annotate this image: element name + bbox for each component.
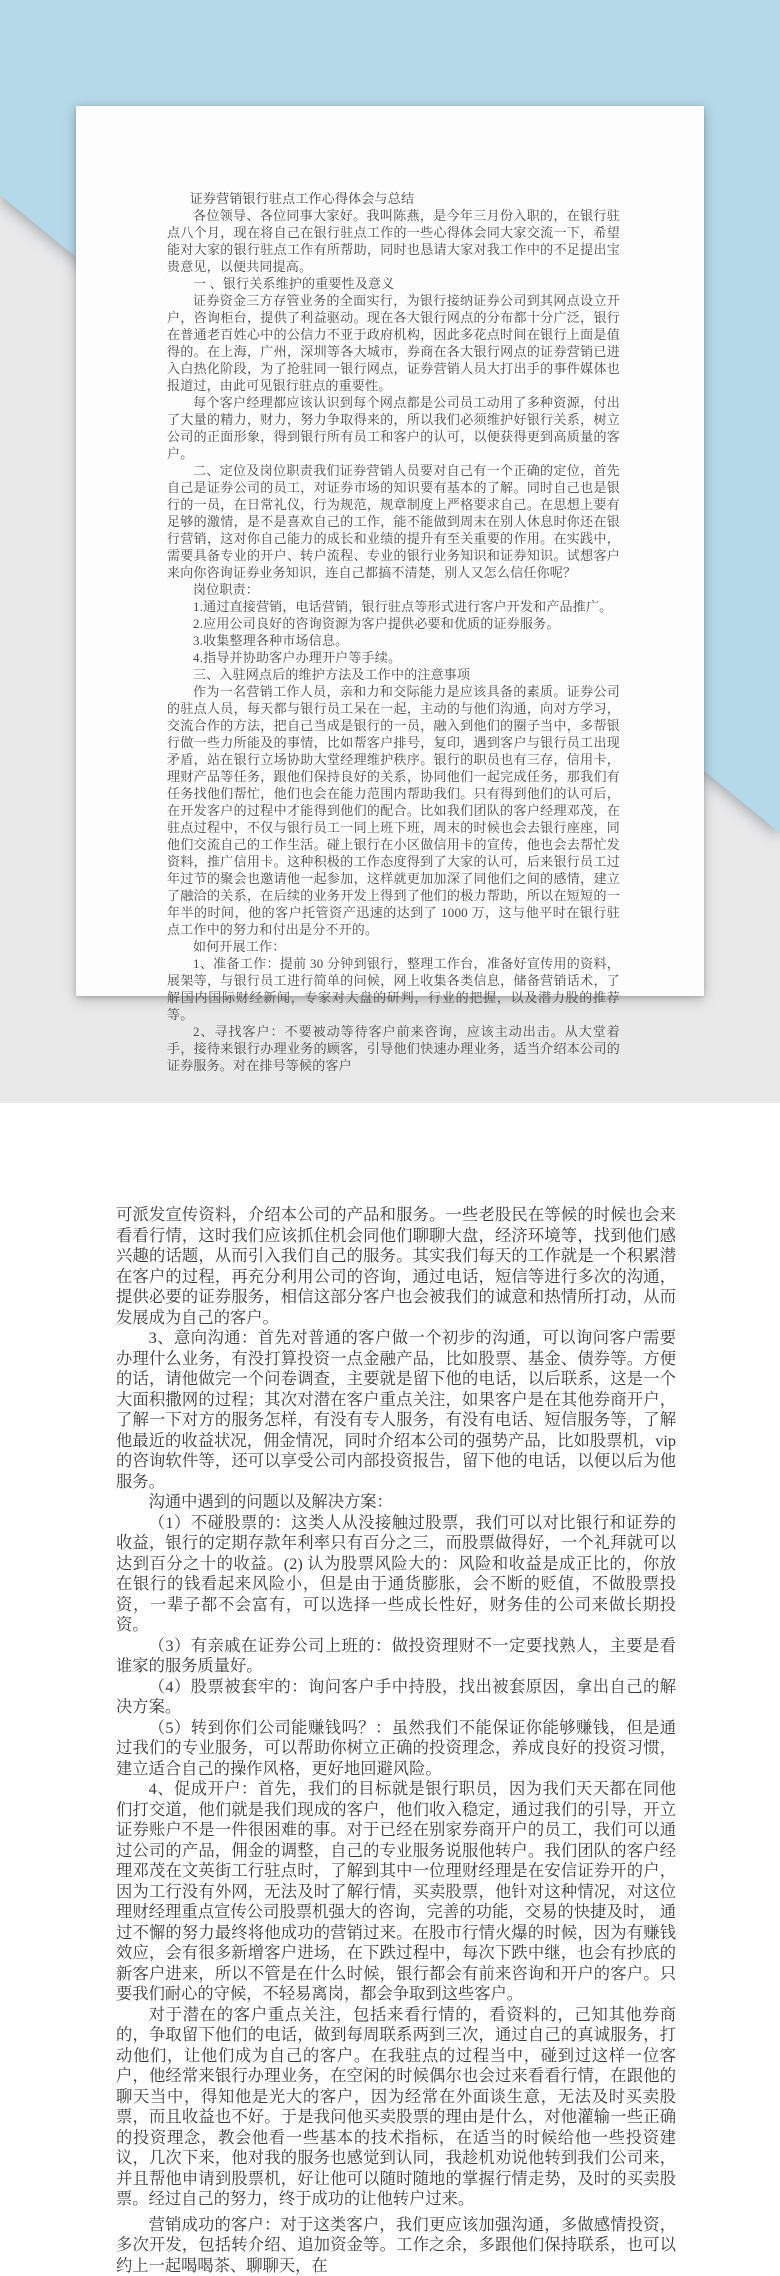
paragraph: 二、定位及岗位职责我们证券营销人员要对自己有一个正确的定位，首先自己是证券公司的员工，对证券市场的知识要有基本的了解。同时自己也是银行的一员，在日常礼仪，行为规范，规章制度上严格要求自己。在思想上要有足够的激情，是不是喜欢自己的工作，能不能做到周末在别人休息时你还在银行营销，这对你自己能力的成长和业绩的提升有至关重要的作用。在实践中，需要具备专业的开户、转户流程、专业的银行业务知识和证券知识。试想客户来向你咨询证券业务知识，连自己都搞不清楚，别人又怎么信任你呢？ (167, 462, 620, 581)
page-1-text-block (76, 106, 704, 1074)
paragraph: （5）转到你们公司能赚钱吗？：虽然我们不能保证你能够赚钱，但是通过我们的专业服务，可以帮助你树立正确的投资理念，养成良好的投资习惯，建立适合自己的操作风格，更好地回避风险。 (116, 1718, 676, 1780)
document-page-1 (76, 106, 704, 996)
document-page-2 (0, 1103, 780, 2206)
paragraph: 各位领导、各位同事大家好。我叫陈燕，是今年三月份入职的，在银行驻点八个月，现在将自己在银行驻点工作的一些心得体会同大家交流一下，希望能对大家的银行驻点工作有所帮助，同时也恳请大家对我工作中的不足提出宝贵意见，以便共同提高。 (167, 207, 620, 275)
paragraph: （1）不碰股票的：这类人从没接触过股票，我们可以对比银行和证券的收益，银行的定期存款年利率只有百分之三，而股票做得好，一个礼拜就可以达到百分之十的收益。(2) 认为股票风险大的：风险和收益是成正比的，你放在银行的钱看起来风险小，但是由于通货膨胀，会不断的贬值，不做股票投资，一辈子都不会富有，可以选择一些成长性好，财务佳的公司来做长期投资。 (116, 1513, 676, 1636)
paragraph: 证券资金三方存管业务的全面实行，为银行接纳证券公司到其网点设立开户，咨询柜台，提供了利益驱动。现在各大银行网点的分布都十分广泛，银行在普通老百姓心中的公信力不亚于政府机构，因此多花点时间在银行上面是值得的。在上海，广州，深圳等各大城市，券商在各大银行网点的证券营销已进入白热化阶段，为了抢驻同一银行网点，证券营销人员大打出手的事件媒体也报道过，由此可见银行驻点的重要性。 (167, 292, 620, 394)
paragraph: （4）股票被套牢的：询问客户手中持股，找出被套原因，拿出自己的解决方案。 (116, 1677, 676, 1718)
list-item: 2.应用公司良好的咨询资源为客户提供必要和优质的证券服务。 (167, 615, 620, 632)
section-heading: 一 、银行关系维护的重要性及意义 (167, 275, 620, 292)
document-title: 证券营销银行驻点工作心得体会与总结 (167, 190, 620, 207)
list-item: 3.收集整理各种市场信息。 (167, 632, 620, 649)
list-item: 1.通过直接营销，电话营销，银行驻点等形式进行客户开发和产品推广。 (167, 598, 620, 615)
section-heading: 三、入驻网点后的维护方法及工作中的注意事项 (167, 666, 620, 683)
page-2-text-block (116, 1205, 676, 2276)
paragraph: 3、意向沟通：首先对普通的客户做一个初步的沟通，可以询问客户需要办理什么业务，有没打算投资一点金融产品，比如股票、基金、债券等。方便的话，请他做完一个问卷调查，主要就是留下他的电话，以后联系，这是一个大面积撒网的过程；其次对潜在客户重点关注，如果客户是在其他券商开户，了解一下对方的服务怎样，有没有专人服务，有没有电话、短信服务等，了解他最近的收益状况，佣金情况，同时介绍本公司的强势产品，比如股票机，vip 的咨询软件等，还可以享受公司内部投资报告，留下他的电话，以便以后为他服务。 (116, 1328, 676, 1492)
sub-heading: 岗位职责： (167, 581, 620, 598)
list-item: 4.指导并协助客户办理开户等手续。 (167, 649, 620, 666)
paragraph: 对于潜在的客户重点关注，包括来看行情的，看资料的，己知其他券商的，争取留下他们的电话，做到每周联系两到三次，通过自己的真诚服务，打动他们，让他们成为自己的客户。在我驻点的过程当中，碰到过这样一位客户，他经常来银行办理业务，在空闲的时候偶尔也会过来看看行情，在跟他的聊天当中，得知他是光大的客户，因为经常在外面谈生意，无法及时买卖股票，而且收益也不好。于是我问他买卖股票的理由是什么，对他灌输一些正确的投资理念，教会他看一些基本的技术指标，在适当的时候给他一些投资建议，几次下来，他对我的服务也感觉到认同，我趁机劝说他转到我们公司来，并且帮他申请到股票机，好让他可以随时随地的掌握行情走势，及时的买卖股票。经过自己的努力，终于成功的让他转户过来。 (116, 2005, 676, 2210)
paragraph: 作为一名营销工作人员，亲和力和交际能力是应该具备的素质。证券公司的驻点人员，每天都与银行员工呆在一起，主动的与他们沟通，向对方学习，交流合作的方法，把自己当成是银行的一员，融入到他们的圈子当中，多帮银行做一些力所能及的事情，比如帮客户排号，复印，遇到客户与银行员工出现矛盾，站在银行立场协助大堂经理维护秩序。银行的职员也有三存，信用卡，理财产品等任务，跟他们保持良好的关系，协同他们一起完成任务，那我们有任务找他们帮忙，他们也会在能力范围内帮助我们。只有得到他们的认可后，在开发客户的过程中才能得到他们的配合。比如我们团队的客户经理邓茂，在驻点过程中，不仅与银行员工一同上班下班，周末的时候也会去银行座座，同他们交流自己的工作生活。碰上银行在小区做信用卡的宣传，他也会去帮忙发资料，推广信用卡。这种积极的工作态度得到了大家的认可，后来银行员工过年过节的聚会也邀请他一起参加，这样就更加加深了同他们之间的感情，建立了融洽的关系，在后续的业务开发上得到了他们的极力帮助，所以在短短的一年半的时间，他的客户托管资产迅速的达到了 1000 万，这与他平时在银行驻点工作中的努力和付出是分不开的。 (167, 683, 620, 938)
paragraph: 1、准备工作：提前 30 分钟到银行，整理工作台，准备好宣传用的资料，展架等，与银行员工进行简单的问候，网上收集各类信息，储备营销话术，了解国内国际财经新闻，专家对大盘的研判，行业的把握，以及潜力股的推荐等。 (167, 955, 620, 1023)
sub-heading: 如何开展工作： (167, 938, 620, 955)
paragraph: （3）有亲戚在证券公司上班的：做投资理财不一定要找熟人，主要是看谁家的服务质量好。 (116, 1636, 676, 1677)
paragraph: 每个客户经理都应该认识到每个网点都是公司员工动用了多种资源，付出了大量的精力，财力，努力争取得来的，所以我们必须维护好银行关系，树立公司的正面形象，得到银行所有员工和客户的认可，以便获得更到高质量的客户。 (167, 394, 620, 462)
photo-scene (0, 0, 780, 1103)
paragraph: 营销成功的客户：对于这类客户，我们更应该加强沟通，多做感情投资，多次开发，包括转介绍、追加资金等。工作之余，多跟他们保持联系，也可以约上一起喝喝茶、聊聊天，在 (116, 2215, 676, 2276)
sub-heading: 沟通中遇到的问题以及解决方案： (116, 1492, 676, 1513)
paragraph: 2、寻找客户：不要被动等待客户前来咨询，应该主动出击。从大堂着手，接待来银行办理业务的顾客，引导他们快速办理业务，适当介绍本公司的证券服务。对在排号等候的客户 (167, 1023, 620, 1074)
paragraph: 可派发宣传资料，介绍本公司的产品和服务。一些老股民在等候的时候也会来看看行情，这时我们应该抓住机会同他们聊聊大盘，经济环境等，找到他们感兴趣的话题，从而引入我们自己的服务。其实我们每天的工作就是一个积累潜在客户的过程，再充分利用公司的咨询，通过电话，短信等进行多次的沟通，提供必要的证券服务，相信这部分客户也会被我们的诚意和热情所打动，从而发展成为自己的客户。 (116, 1205, 676, 1328)
paragraph: 4、促成开户：首先，我们的目标就是银行职员，因为我们天天都在同他们打交道，他们就是我们现成的客户，他们收入稳定，通过我们的引导，开立证券账户不是一件很困难的事。对于已经在别家券商开户的员工，我们可以通过公司的产品，佣金的调整，自己的专业服务说服他转户。我们团队的客户经理邓茂在文英街工行驻点时，了解到其中一位理财经理是在安信证券开的户，因为工行没有外网，无法及时了解行情，买卖股票，他针对这种情况，对这位理财经理重点宣传公司股票机强大的咨询，完善的功能，交易的快捷及时， 通过不懈的努力最终将他成功的营销过来。在股市行情火爆的时候，因为有赚钱效应，会有很多新增客户进场，在下跌过程中，每次下跌中继，也会有抄底的新客户进来，所以不管是在什么时候，银行都会有前来咨询和开户的客户。只要我们耐心的守候，不轻易离岗，都会争取到这些客户。 (116, 1779, 676, 2005)
